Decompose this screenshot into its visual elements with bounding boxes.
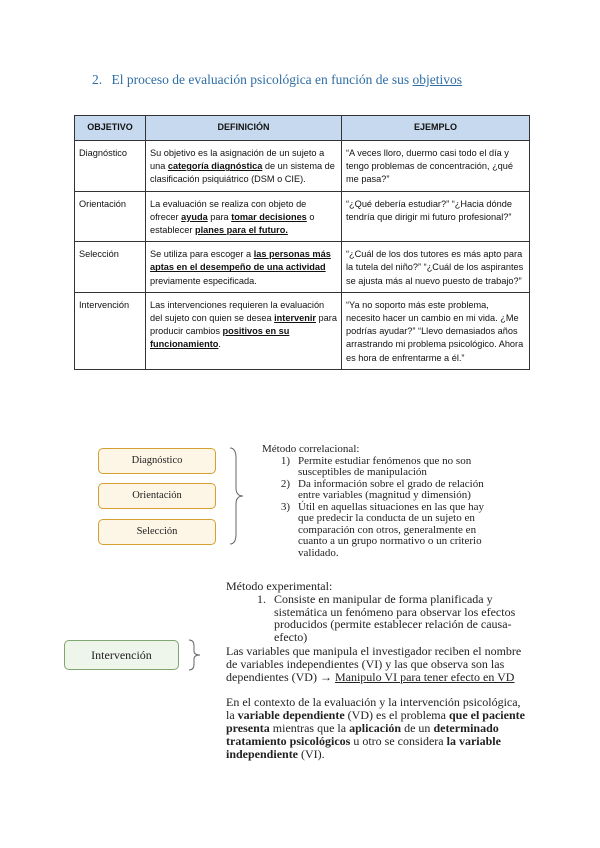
table-row bbox=[75, 242, 530, 293]
list-number: 1) bbox=[280, 454, 290, 467]
context-run: En el contexto de la evaluación y la intervención psicológica, la bbox=[226, 695, 521, 723]
box-seleccion: Selección bbox=[98, 519, 216, 545]
cell-example: “¿Cuál de los dos tutores es más apto para la tutela del niño?” “¿Cuál de los aspirantes se ajusta más al nuevo puesto de trabajo?” bbox=[342, 242, 530, 293]
table-header-row bbox=[75, 116, 530, 141]
cell-example: “¿Qué debería estudiar?” “¿Hacia dónde tendría que dirigir mi futuro profesional?” bbox=[342, 191, 530, 242]
context-run: determinado tratamiento psicológicos bbox=[226, 720, 499, 748]
list-text: Da información sobre el grado de relación entre variables (magnitud y dimensión) bbox=[298, 477, 484, 501]
definition-run: planes para el futuro. bbox=[194, 225, 288, 236]
cell-definition bbox=[146, 292, 342, 369]
definition-run: para bbox=[207, 211, 232, 222]
context-paragraph bbox=[226, 696, 532, 760]
cell-definition bbox=[146, 242, 342, 293]
variables-text: Las variables que manipula el investigador reciben el nombre de variables independientes (VI) y las que observa son las dependientes (VD) → bbox=[226, 643, 522, 684]
table-row bbox=[75, 292, 530, 369]
heading-text: El proceso de evaluación psicológica en función de sus bbox=[111, 72, 410, 87]
box-intervencion: Intervención bbox=[64, 640, 179, 670]
list-number: 3) bbox=[280, 500, 290, 513]
definition-run: La evaluación se realiza con objeto de ofrecer bbox=[150, 198, 307, 222]
context-run: aplicación bbox=[349, 720, 402, 735]
box-orientacion: Orientación bbox=[98, 483, 216, 509]
correlational-title: Método correlacional: bbox=[262, 443, 360, 455]
table-row bbox=[75, 141, 530, 192]
list-item bbox=[262, 479, 494, 502]
objectives-table bbox=[74, 115, 530, 370]
definition-run: tomar decisiones bbox=[231, 211, 307, 222]
definition-run: intervenir bbox=[274, 313, 316, 324]
context-run: variable dependiente bbox=[237, 708, 345, 723]
variables-paragraph bbox=[226, 645, 532, 683]
cell-example: “Ya no soporto más este problema, necesito hacer un cambio en mi vida. ¿Me podrías ayudar?” “Llevo demasiados años arrastrando mi problema psicológico. Ahora es hora de enfrentarme a él.” bbox=[342, 292, 530, 369]
definition-run: de un sistema de clasificación psiquiátrico (DSM o CIE). bbox=[150, 161, 335, 185]
list-item bbox=[262, 502, 494, 560]
heading-underlined: objetivos bbox=[412, 72, 463, 87]
cell-objective: Orientación bbox=[75, 191, 146, 242]
heading-number: 2. bbox=[92, 72, 103, 87]
context-run: u otro se considera bbox=[350, 733, 447, 748]
brace-experimental bbox=[186, 638, 204, 672]
correlational-list bbox=[262, 456, 494, 560]
box-diagnostico: Diagnóstico bbox=[98, 448, 216, 474]
definition-run: categoría diagnóstica bbox=[167, 161, 263, 172]
definition-run: ayuda bbox=[181, 211, 208, 222]
context-run: la variable independiente bbox=[226, 733, 501, 761]
cell-example: “A veces lloro, duermo casi todo el día y tengo problemas de concentración, ¿qué me pasa?” bbox=[342, 141, 530, 192]
definition-run: previamente especificada. bbox=[150, 275, 257, 286]
context-run: (VD) es el problema bbox=[344, 708, 449, 723]
variables-underlined: Manipulo VI para tener efecto en VD bbox=[334, 669, 515, 684]
cell-objective: Intervención bbox=[75, 292, 146, 369]
experimental-section bbox=[226, 580, 532, 760]
definition-run: para producir cambios bbox=[150, 313, 337, 337]
list-number: 1. bbox=[257, 591, 266, 606]
context-run: que el paciente presenta bbox=[226, 708, 525, 735]
table-row bbox=[75, 191, 530, 242]
context-run: de un bbox=[401, 720, 434, 735]
cell-definition bbox=[146, 141, 342, 192]
definition-run: las personas más aptas en el desempeño de una actividad bbox=[150, 249, 331, 273]
cell-objective: Selección bbox=[75, 242, 146, 293]
list-text: Consiste en manipular de forma planificada y sistemática un fenómeno para observar los efectos producidos (permite establecer relación de causa-efecto) bbox=[274, 591, 516, 645]
cell-definition bbox=[146, 191, 342, 242]
list-item bbox=[226, 593, 532, 644]
header-objetivo: OBJETIVO bbox=[75, 116, 146, 141]
header-definicion: DEFINICIÓN bbox=[146, 116, 342, 141]
context-run: (VI). bbox=[298, 746, 325, 761]
list-item bbox=[262, 456, 494, 479]
definition-run: positivos en su funcionamiento bbox=[150, 326, 290, 350]
experimental-list bbox=[226, 593, 532, 644]
list-text: Útil en aquellas situaciones en las que hay que predecir la conducta de un sujeto en comparación con otros, generalmente en cuanto a un grupo normativo o un criterio validado. bbox=[298, 500, 485, 559]
list-text: Permite estudiar fenómenos que no son susceptibles de manipulación bbox=[298, 454, 472, 478]
definition-run: o establecer bbox=[150, 211, 315, 236]
definition-run: Se utiliza para escoger a bbox=[150, 249, 254, 260]
cell-objective: Diagnóstico bbox=[75, 141, 146, 192]
definition-run: . bbox=[218, 339, 221, 350]
context-run: mientras que la bbox=[269, 720, 350, 735]
header-ejemplo: EJEMPLO bbox=[342, 116, 530, 141]
definition-run: Su objetivo es la asignación de un sujeto a una bbox=[150, 148, 325, 172]
definition-run: Las intervenciones requieren la evaluación del sujeto con quien se desea bbox=[150, 299, 325, 324]
section-heading bbox=[92, 72, 462, 88]
experimental-title: Método experimental: bbox=[226, 579, 333, 593]
list-number: 2) bbox=[280, 477, 290, 490]
correlational-section bbox=[262, 444, 494, 559]
brace-correlational bbox=[226, 446, 246, 546]
